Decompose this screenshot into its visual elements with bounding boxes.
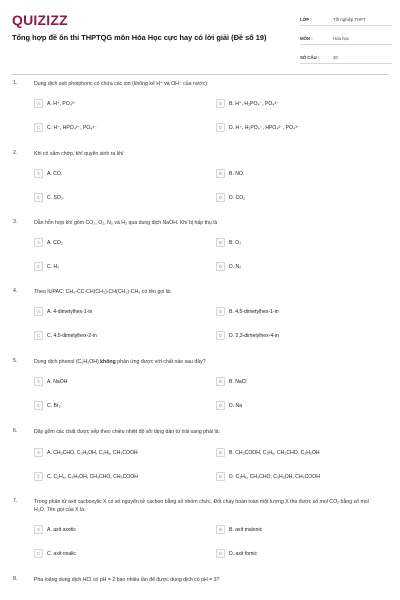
option-d[interactable] — [216, 192, 366, 203]
option-text: C. Br₂ — [47, 402, 61, 409]
option-c[interactable] — [34, 548, 184, 559]
option-text: D. axit fomic — [229, 550, 258, 557]
question-text: Dãy gồm các chất được xếp theo chiều nhiệt độ sôi tăng dần từ trái sang phải là: — [34, 429, 220, 435]
question-number: 1. — [13, 80, 18, 86]
option-a[interactable] — [34, 98, 184, 109]
option-letter-box: C — [34, 549, 43, 558]
meta-label: LỚP : — [300, 16, 312, 22]
option-text: C. 4,5-dimetylhex-2-in — [47, 332, 97, 339]
option-text: A. axit axetic — [47, 526, 76, 533]
option-c[interactable] — [34, 400, 184, 411]
option-text: B. NO. — [229, 170, 245, 177]
option-text: B. NaCl — [229, 378, 247, 385]
option-letter-box: B — [216, 99, 225, 108]
option-text: A. H⁺, PO₄³⁻ — [47, 100, 77, 107]
option-d[interactable] — [216, 122, 366, 133]
option-c[interactable] — [34, 122, 184, 133]
option-letter-box: D — [216, 123, 225, 132]
option-text: D. H⁺, H₂PO₄⁻, HPO₄²⁻, PO₄³⁻ — [229, 124, 300, 131]
option-letter-box: B — [216, 448, 225, 457]
question-number: 6. — [13, 428, 18, 434]
question-text-post: phản ứng được với chất nào sau đây? — [115, 359, 206, 365]
option-text: C. axit oxalic — [47, 550, 76, 557]
option-b[interactable] — [216, 168, 366, 179]
option-text: C. SO₂. — [47, 194, 65, 201]
option-d[interactable] — [216, 548, 366, 559]
option-letter-box: B — [216, 238, 225, 247]
question-number: 5. — [13, 358, 18, 364]
option-text: D. C₂H₆, CH₃CHO, C₂H₅OH, CH₃COOH — [229, 473, 320, 480]
option-letter-box: C — [34, 472, 43, 481]
option-c[interactable] — [34, 261, 184, 272]
option-a[interactable] — [34, 447, 184, 458]
option-text: D. CO₂ — [229, 194, 246, 201]
option-letter-box: A — [34, 525, 43, 534]
option-d[interactable] — [216, 330, 366, 341]
option-b[interactable] — [216, 237, 366, 248]
question-text-emphasis: không — [100, 359, 116, 365]
option-b[interactable] — [216, 306, 366, 317]
option-d[interactable] — [216, 400, 366, 411]
meta-row-count — [300, 51, 392, 64]
option-text: A. 4-dimetylhex-1-in — [47, 308, 93, 315]
option-d[interactable] — [216, 261, 366, 272]
option-b[interactable] — [216, 524, 366, 535]
meta-label: SỐ CÂU : — [300, 54, 320, 60]
question-text — [34, 358, 374, 366]
option-b[interactable] — [216, 447, 366, 458]
option-text: C. C₂H₆, C₂H₅OH, CH₃CHO, CH₃COOH — [47, 473, 138, 480]
document-meta — [300, 13, 392, 70]
question-number: 3. — [13, 219, 18, 225]
question-number: 2. — [13, 150, 18, 156]
meta-value: Hóa học — [333, 35, 350, 41]
meta-row-subject — [300, 32, 392, 45]
option-letter-box: B — [216, 525, 225, 534]
option-letter-box: D — [216, 262, 225, 271]
option-letter-box: A — [34, 377, 43, 386]
option-d[interactable] — [216, 471, 366, 482]
option-text: B. axit malonic — [229, 526, 263, 533]
option-a[interactable] — [34, 168, 184, 179]
option-letter-box: D — [216, 401, 225, 410]
option-text: B. O₂ — [229, 239, 242, 246]
option-letter-box: A — [34, 238, 43, 247]
option-text: B. H⁺, H₂PO₄⁻, PO₄³⁻ — [229, 100, 279, 107]
option-letter-box: D — [216, 472, 225, 481]
header-divider — [12, 74, 388, 75]
meta-value: Tốt nghiệp THPT — [333, 16, 366, 22]
option-letter-box: C — [34, 123, 43, 132]
option-b[interactable] — [216, 98, 366, 109]
option-letter-box: C — [34, 262, 43, 271]
question-text-pre: Dung dịch phenol (C₆H₅OH) — [34, 359, 101, 365]
option-letter-box: A — [34, 169, 43, 178]
question-text: Theo IUPAC: CH₃-CC-CH(CH₃)-CH(CH₃)-CH₃ có tên gọi là: — [34, 289, 172, 295]
question-number: 8. — [13, 576, 18, 582]
option-text: A. NaOH — [47, 378, 68, 385]
question-text: Dung dịch axit photphoric có chứa các ion (không kể H⁺ và OH⁻ của nước): — [34, 81, 209, 87]
option-letter-box: C — [34, 193, 43, 202]
option-letter-box: C — [34, 331, 43, 340]
question-text: Dẫn hỗn hợp khí gồm CO₂, O₂, N₂ và H₂ qua dung dịch NaOH. Khí bị hấp thụ là — [34, 220, 218, 226]
option-a[interactable] — [34, 237, 184, 248]
option-c[interactable] — [34, 471, 184, 482]
option-letter-box: B — [216, 169, 225, 178]
option-a[interactable] — [34, 376, 184, 387]
option-letter-box: D — [216, 549, 225, 558]
question-text: Khi có sấm chớp, khí quyển sinh ra khí — [34, 151, 124, 157]
question-text: Trong phân tử axit cacboxylic X có số nguyên tử cacbon bằng số nhóm chức. Đốt cháy hoàn toàn một lượng X thu được số mol CO₂ bằng số mol H₂O. Tên gọi của X là: — [34, 499, 369, 513]
option-letter-box: D — [216, 331, 225, 340]
option-letter-box: D — [216, 193, 225, 202]
option-b[interactable] — [216, 376, 366, 387]
option-letter-box: A — [34, 448, 43, 457]
option-text: D. 2,3-dimetylhex-4-in — [229, 332, 279, 339]
option-letter-box: B — [216, 307, 225, 316]
option-text: A. CO₂ — [47, 239, 63, 246]
option-text: C. H⁺, HPO₄²⁻, PO₄³⁻ — [47, 124, 97, 131]
option-letter-box: B — [216, 377, 225, 386]
option-letter-box: C — [34, 401, 43, 410]
meta-label: MÔN : — [300, 35, 313, 41]
meta-row-class — [300, 13, 392, 26]
option-text: D. Na — [229, 402, 243, 409]
question-number: 7. — [13, 498, 18, 504]
option-letter-box: A — [34, 99, 43, 108]
document-header — [0, 0, 400, 70]
option-text: B. 4,5-dimetylhex-1-in — [229, 308, 279, 315]
quizizz-logo: QUIZIZZ — [12, 12, 68, 28]
question-number: 4. — [13, 288, 18, 294]
option-a[interactable] — [34, 524, 184, 535]
option-text: A. CH₃CHO, C₂H₅OH, C₂H₆, CH₃COOH — [47, 449, 138, 456]
option-letter-box: A — [34, 307, 43, 316]
question-text: Pha loãng dung dịch HCl có pH = 2 bao nhiêu lần để được dung dịch có pH = 3? — [34, 577, 220, 583]
option-text: B. CH₃COOH, C₂H₆, CH₃CHO, C₂H₅OH — [229, 449, 320, 456]
option-a[interactable] — [34, 306, 184, 317]
document-title: Tổng hợp đề ôn thi THPTQG môn Hóa Học cực hay có lời giải (Đề số 19) — [12, 33, 267, 42]
option-c[interactable] — [34, 330, 184, 341]
option-c[interactable] — [34, 192, 184, 203]
option-text: D. N₂ — [229, 263, 242, 270]
option-text: C. H₂ — [47, 263, 60, 270]
meta-value: 40 — [333, 54, 338, 60]
option-text: A. CO. — [47, 170, 63, 177]
